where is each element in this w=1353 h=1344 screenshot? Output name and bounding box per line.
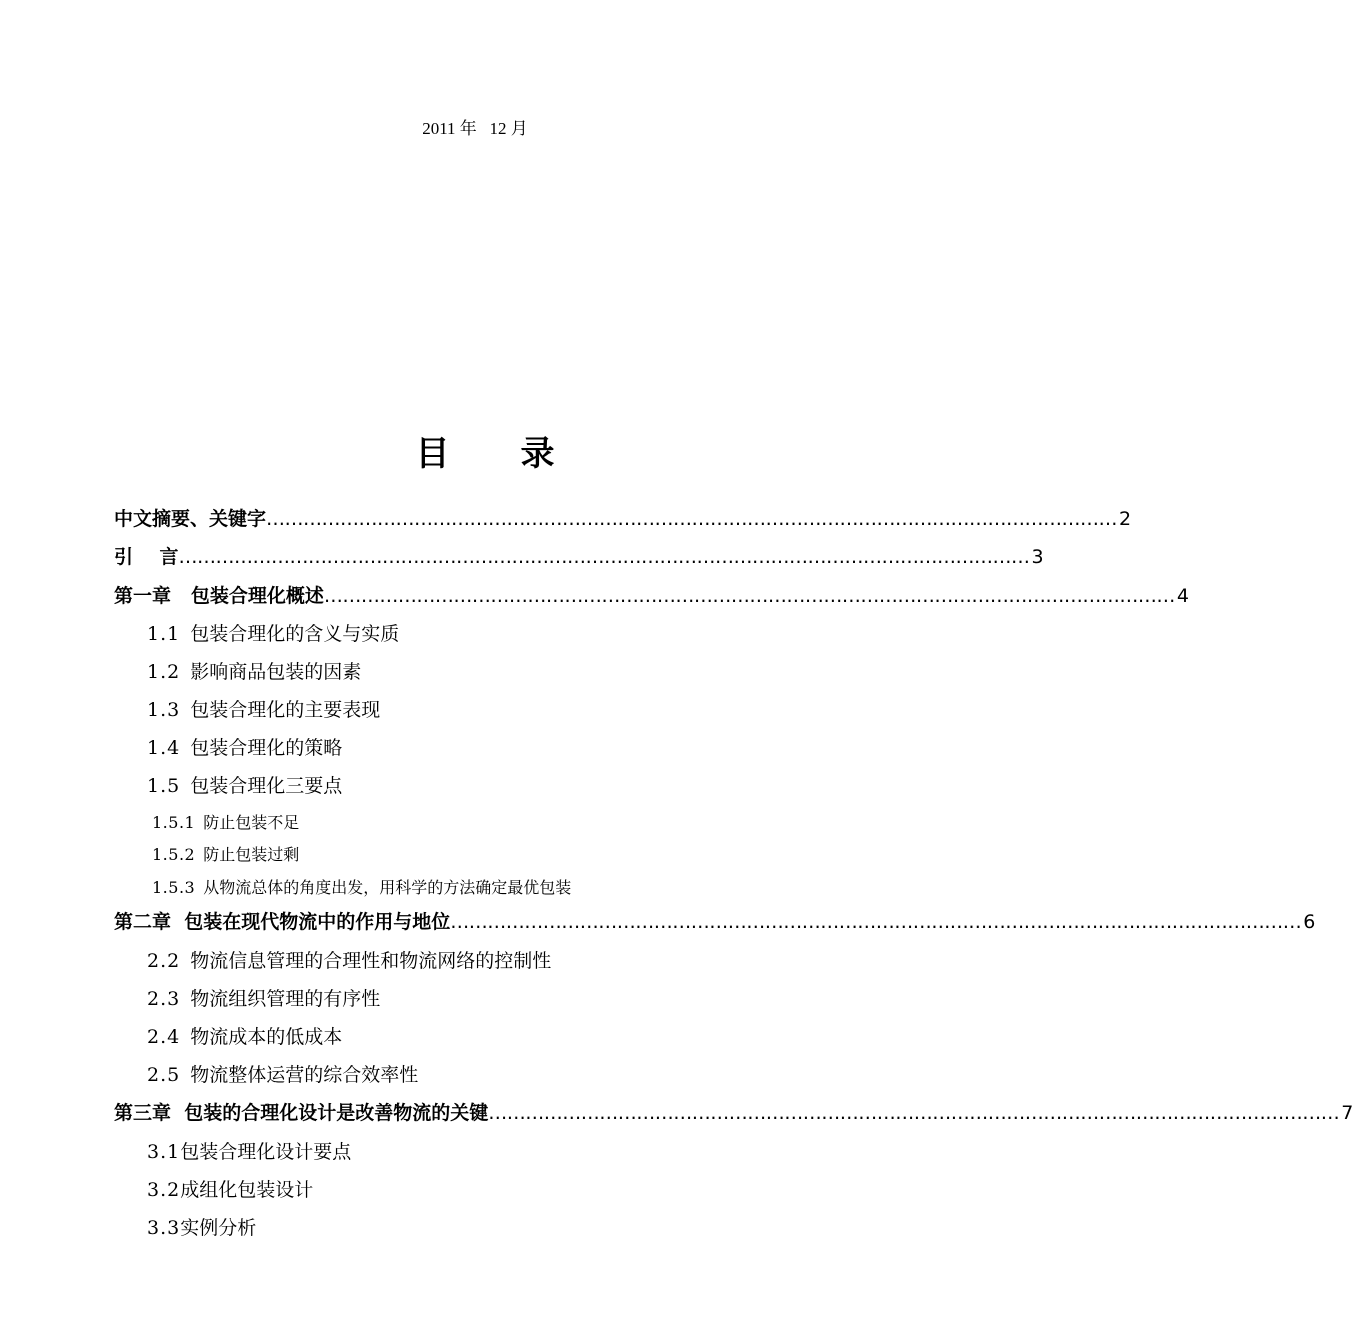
toc-entry-title: 物流信息管理的合理性和物流网络的控制性 [190, 950, 552, 972]
toc-entry-title: 包装合理化三要点 [190, 775, 343, 797]
toc-entry-number: 1.4 [147, 737, 181, 759]
toc-title: 目 录 [415, 434, 555, 474]
toc-entry-number: 3.2 [147, 1179, 181, 1201]
dot-leader: ………………………………………………………………………………………………………………………… [450, 911, 1302, 933]
toc-entry-title: 包装合理化设计要点 [180, 1141, 352, 1163]
dot-leader: ………………………………………………………………………………………………………………………… [178, 546, 1030, 568]
toc-entry-title: 物流整体运营的综合效率性 [190, 1064, 419, 1086]
toc-entry-chapter-2[interactable] [114, 911, 1316, 933]
toc-entry-introduction[interactable] [114, 546, 1044, 568]
toc-entry-3-3[interactable] [147, 1219, 256, 1238]
toc-entry-3-1[interactable] [147, 1143, 351, 1162]
toc-entry-title: 实例分析 [180, 1217, 257, 1239]
toc-entry-title: 包装合理化的主要表现 [190, 699, 381, 721]
toc-entry-page: 6 [1303, 911, 1316, 933]
toc-entry-chapter-3[interactable] [114, 1102, 1353, 1124]
dot-leader: ………………………………………………………………………………………………………………………… [323, 585, 1175, 607]
toc-entry-number: 1.5 [147, 775, 181, 797]
toc-entry-abstract[interactable] [114, 508, 1132, 530]
toc-entry-chapter-1[interactable] [114, 585, 1189, 607]
toc-entry-title: 第二章 包装在现代物流中的作用与地位 [114, 911, 451, 933]
toc-entry-number: 1.1 [147, 623, 181, 645]
toc-entry-1-5-3[interactable] [152, 880, 571, 896]
toc-entry-1-5-1[interactable] [152, 815, 299, 831]
toc-entry-2-3[interactable] [147, 990, 380, 1009]
dot-leader: ………………………………………………………………………………………………………………………… [488, 1102, 1340, 1124]
dot-leader: ………………………………………………………………………………………………………………………… [266, 508, 1118, 530]
toc-entry-title: 包装合理化的策略 [190, 737, 343, 759]
toc-entry-1-5-2[interactable] [152, 847, 299, 863]
toc-entry-2-5[interactable] [147, 1066, 418, 1085]
toc-entry-1-4[interactable] [147, 739, 342, 758]
toc-entry-number: 2.3 [147, 988, 181, 1010]
toc-entry-page: 3 [1031, 546, 1044, 568]
toc-entry-title: 影响商品包装的因素 [190, 661, 362, 683]
toc-entry-title: 引 言 [114, 546, 179, 568]
toc-entry-number: 1.2 [147, 661, 181, 683]
toc-entry-number: 1.5.3 [152, 878, 196, 897]
toc-entry-title: 从物流总体的角度出发，用科学的方法确定最优包装 [203, 878, 572, 897]
toc-entry-3-2[interactable] [147, 1181, 313, 1200]
toc-entry-1-3[interactable] [147, 701, 380, 720]
toc-entry-number: 1.5.2 [152, 845, 196, 864]
toc-entry-1-2[interactable] [147, 663, 361, 682]
toc-entry-title: 第一章 包装合理化概述 [114, 585, 324, 607]
toc-entry-title: 中文摘要、关键字 [114, 508, 267, 530]
toc-entry-1-1[interactable] [147, 625, 399, 644]
toc-entry-title: 成组化包装设计 [180, 1179, 314, 1201]
toc-entry-title: 包装合理化的含义与实质 [190, 623, 400, 645]
toc-entry-1-5[interactable] [147, 777, 342, 796]
document-date: 2011 年 12 月 [422, 119, 528, 138]
toc-entry-number: 2.4 [147, 1026, 181, 1048]
toc-entry-2-2[interactable] [147, 952, 551, 971]
toc-entry-title: 物流成本的低成本 [190, 1026, 343, 1048]
toc-entry-title: 防止包装不足 [203, 813, 300, 832]
toc-entry-2-4[interactable] [147, 1028, 342, 1047]
toc-entry-number: 1.5.1 [152, 813, 196, 832]
toc-entry-number: 3.1 [147, 1141, 181, 1163]
toc-entry-title: 物流组织管理的有序性 [190, 988, 381, 1010]
toc-entry-page: 2 [1119, 508, 1132, 530]
toc-entry-title: 第三章 包装的合理化设计是改善物流的关键 [114, 1102, 489, 1124]
toc-entry-title: 防止包装过剩 [203, 845, 300, 864]
toc-entry-number: 2.2 [147, 950, 181, 972]
toc-entry-page: 4 [1176, 585, 1189, 607]
toc-entry-page: 7 [1341, 1102, 1353, 1124]
toc-entry-number: 1.3 [147, 699, 181, 721]
toc-entry-number: 3.3 [147, 1217, 181, 1239]
toc-entry-number: 2.5 [147, 1064, 181, 1086]
